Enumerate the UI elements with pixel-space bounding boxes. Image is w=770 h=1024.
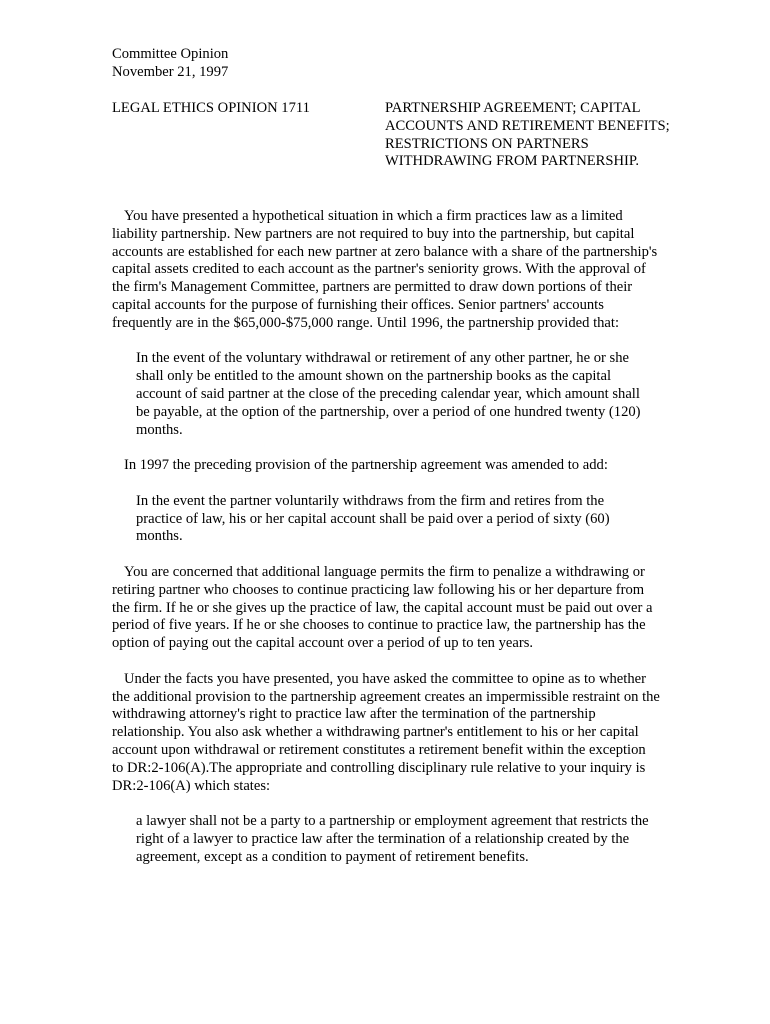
quote-disciplinary-rule: a lawyer shall not be a party to a partnership or employment agreement that restricts the right of a lawyer to practice law after the termination of a relationship created by the agreement, except as a condition to payment of retirement benefits. <box>136 813 649 865</box>
paragraph-facts: You have presented a hypothetical situation in which a firm practices law as a limited liability partnership. New partners are not required to buy into the partnership, but capital accounts are established for each new partner at zero balance with a share of the partnership's capital assets credited to each account as the partner's seniority grows. With the approval of the firm's Management Committee, partners are permitted to draw down portions of their capital accounts for the purpose of furnishing their offices. Senior partners' accounts frequently are in the $65,000-$75,000 range. Until 1996, the partnership provided that: <box>112 208 658 331</box>
opinion-body <box>112 208 660 884</box>
opinion-header <box>112 46 412 82</box>
quote-amended-provision: In the event the partner voluntarily withdraws from the firm and retires from the practice of law, his or her capital account shall be paid over a period of sixty (60) months. <box>136 492 610 545</box>
document-type: Committee Opinion <box>112 46 229 62</box>
quote-original-provision: In the event of the voluntary withdrawal or retirement of any other partner, he or she shall only be entitled to the amount shown on the partnership books as the capital account of said partner at the close of the preceding calendar year, which amount shall be payable, at the option of the partnership, over a period of one hundred twenty (120) months. <box>136 350 641 438</box>
paragraph-concern: You are concerned that additional language permits the firm to penalize a withdrawing or retiring partner who chooses to continue practicing law following his or her departure from the firm. If he or she gives up the practice of law, the capital account must be paid out over a period of five years. If he or she chooses to continue to practice law, the partnership has the option of paying out the capital account over a period of up to ten years. <box>112 563 653 652</box>
paragraph-question: Under the facts you have presented, you have asked the committee to opine as to whether the additional provision to the partnership agreement creates an impermissible restraint on the withdrawing attorney's right to practice law after the termination of the partnership relationship. You also ask whether a withdrawing partner's entitlement to his or her capital account upon withdrawal or retirement constitutes a retirement benefit within the exception to DR:2-106(A).The appropriate and controlling disciplinary rule relative to your inquiry is DR:2-106(A) which states: <box>112 670 660 794</box>
document-date: November 21, 1997 <box>112 63 229 80</box>
opinion-subject: PARTNERSHIP AGREEMENT; CAPITAL ACCOUNTS AND RETIREMENT BENEFITS; RESTRICTIONS ON PARTNERS WITHDRAWING FROM PARTNERSHIP. <box>385 100 670 170</box>
paragraph-amendment: In 1997 the preceding provision of the partnership agreement was amended to add: <box>124 457 608 474</box>
opinion-number: LEGAL ETHICS OPINION 1711 <box>112 100 310 116</box>
